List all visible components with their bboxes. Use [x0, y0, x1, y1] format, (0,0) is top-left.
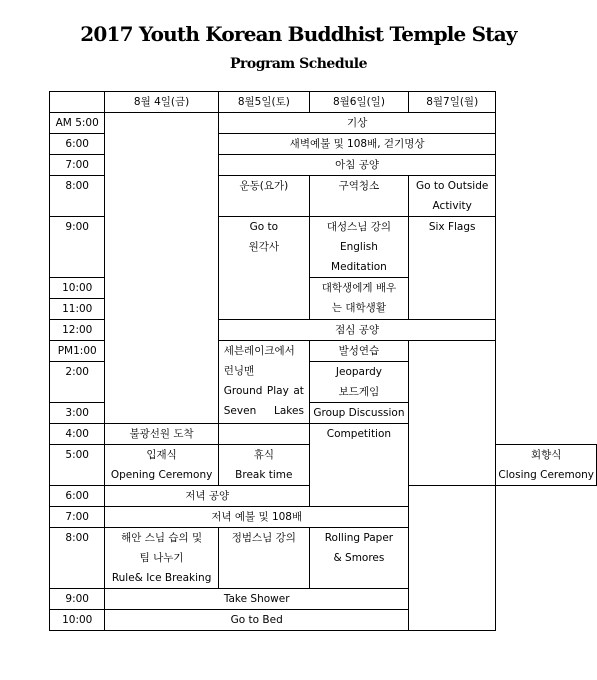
cell-competition: Competition	[309, 424, 408, 507]
cell-line: 보드게임	[338, 386, 380, 398]
time-cell: 10:00	[50, 610, 105, 631]
cell-line: Go to	[249, 221, 279, 233]
cell-line: Jeopardy	[335, 366, 382, 378]
cell-closing-ceremony	[496, 445, 597, 486]
time-cell: 4:00	[50, 424, 105, 445]
cell-college-life	[309, 278, 408, 320]
table-row	[50, 507, 597, 528]
time-cell: 6:00	[50, 486, 105, 507]
empty-cell	[408, 341, 495, 486]
time-cell: 8:00	[50, 176, 105, 217]
time-cell: 8:00	[50, 528, 105, 589]
cell-line: Rolling Paper	[324, 532, 394, 544]
cell-line: 입재식	[146, 449, 177, 461]
table-row	[50, 610, 597, 631]
cell-line: Ground Play at	[223, 385, 304, 397]
cell-arrival: 불광선원 도착	[105, 424, 218, 445]
cell-break-time	[218, 445, 309, 486]
header-day-fri: 8월 4일(금)	[105, 92, 218, 113]
time-cell: 10:00	[50, 278, 105, 299]
cell-lunch: 점심 공양	[218, 320, 496, 341]
cell-line: 는 대학생활	[331, 302, 386, 314]
time-cell: 2:00	[50, 362, 105, 403]
cell-dinner: 저녁 공양	[105, 486, 310, 507]
header-day-sat: 8월5일(토)	[218, 92, 309, 113]
cell-line: 해안 스님 습의 및	[121, 532, 203, 544]
cell-lecture	[309, 217, 408, 278]
table-row	[50, 424, 597, 445]
cell-jeopardy	[309, 362, 408, 403]
cell-line: Break time	[235, 469, 293, 481]
cell-wakeup: 기상	[218, 113, 496, 134]
cell-line: Opening Ceremony	[110, 469, 213, 481]
cell-line: Meditation	[331, 261, 387, 273]
cell-group-discussion: Group Discussion	[309, 403, 408, 424]
page-subtitle: Program Schedule	[229, 56, 368, 72]
cell-breakfast: 아침 공양	[218, 155, 496, 176]
cell-rolling-paper	[309, 528, 408, 589]
time-cell: 11:00	[50, 299, 105, 320]
header-day-sun: 8월6일(일)	[309, 92, 408, 113]
cell-morning-chant: 새벽예불 및 108배, 걷기명상	[218, 134, 496, 155]
time-cell: AM 5:00	[50, 113, 105, 134]
time-cell: 9:00	[50, 217, 105, 278]
cell-voice-practice: 발성연습	[309, 341, 408, 362]
cell-line: Activity	[432, 200, 472, 212]
cell-ice-breaking	[105, 528, 218, 589]
table-row	[50, 589, 597, 610]
time-cell: PM1:00	[50, 341, 105, 362]
cell-line: Rule& Ice Breaking	[111, 572, 212, 584]
time-cell: 7:00	[50, 507, 105, 528]
cell-jeongbeom-lecture: 정범스님 강의	[218, 528, 309, 589]
cell-line: 원각사	[248, 241, 280, 253]
time-cell: 5:00	[50, 445, 105, 486]
cell-take-shower: Take Shower	[105, 589, 409, 610]
header-row	[50, 92, 597, 113]
cell-line: 회향식	[530, 449, 562, 461]
cell-running-man	[218, 341, 309, 424]
cell-line: Go to Outside	[416, 180, 489, 192]
cell-outside-activity	[408, 176, 495, 217]
cell-line: 대성스님 강의	[326, 221, 392, 233]
cell-cleaning	[309, 176, 408, 217]
cell-opening-ceremony	[105, 445, 218, 486]
cell-line: 구역청소	[338, 180, 380, 192]
cell-line: & Smores	[333, 552, 385, 564]
cell-evening-chant: 저녁 예불 및 108배	[105, 507, 409, 528]
schedule-table	[49, 91, 597, 631]
time-cell: 3:00	[50, 403, 105, 424]
time-cell: 6:00	[50, 134, 105, 155]
time-cell: 12:00	[50, 320, 105, 341]
cell-six-flags: Six Flags	[408, 217, 495, 320]
cell-goto-temple	[218, 217, 309, 320]
header-day-mon: 8월7일(월)	[408, 92, 495, 113]
cell-line: Closing Ceremony	[498, 469, 594, 481]
empty-cell	[408, 486, 495, 631]
time-cell: 9:00	[50, 589, 105, 610]
cell-line: 운동(요가)	[239, 180, 289, 192]
table-row	[50, 528, 597, 589]
cell-line: 대학생에게 배우	[321, 282, 397, 294]
empty-cell	[218, 424, 309, 445]
table-row	[50, 113, 597, 134]
page-title: 2017 Youth Korean Buddhist Temple Stay	[80, 22, 517, 46]
cell-line: 세븐레이크에서	[223, 345, 295, 357]
cell-line: English	[339, 241, 378, 253]
cell-go-to-bed: Go to Bed	[105, 610, 409, 631]
cell-line: 휴식	[253, 449, 274, 461]
cell-line: 런닝맨	[223, 365, 255, 377]
cell-line: 팀 나누기	[139, 552, 184, 564]
header-corner	[50, 92, 105, 113]
time-cell: 7:00	[50, 155, 105, 176]
cell-exercise	[218, 176, 309, 217]
cell-line: Seven Lakes	[223, 405, 304, 417]
empty-cell	[105, 113, 218, 424]
